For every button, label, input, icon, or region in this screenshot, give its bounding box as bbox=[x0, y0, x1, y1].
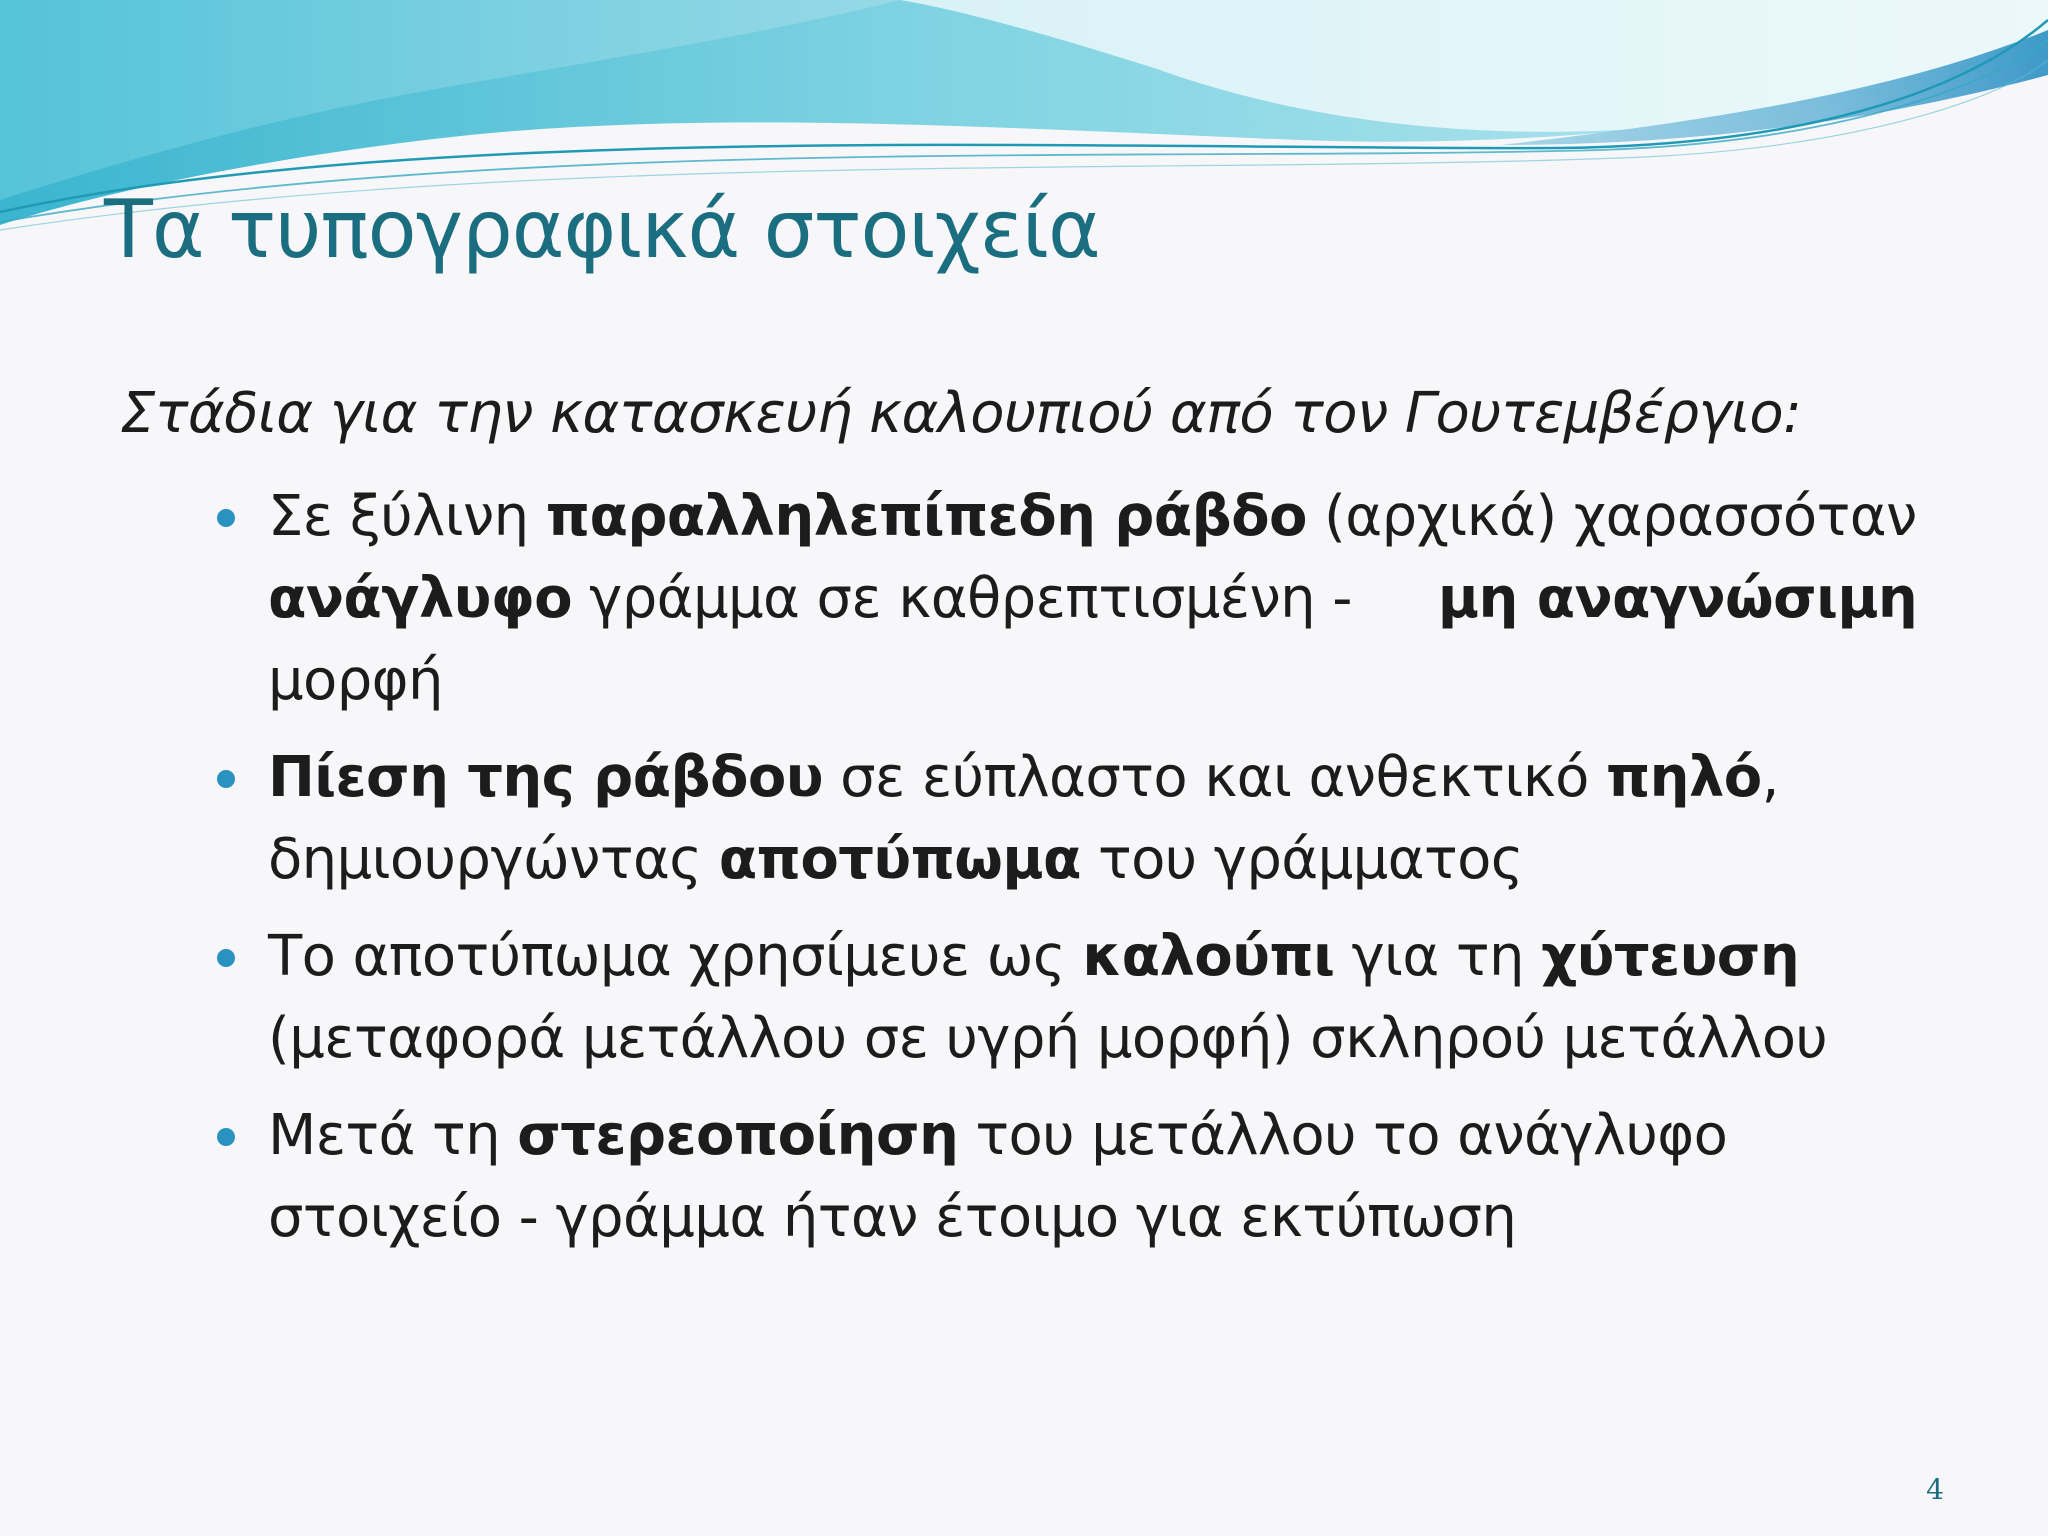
bullet-line bbox=[268, 558, 1920, 640]
bullet-text: Το αποτύπωμα χρησίμευε ως bbox=[268, 924, 1083, 989]
bullet-emphasis: στερεοποίηση bbox=[517, 1103, 959, 1168]
bullet-line: στοιχείο - γράμμα ήταν έτοιμο για εκτύπωση bbox=[268, 1185, 1517, 1250]
bullet-item bbox=[200, 737, 1920, 901]
bullet-item bbox=[200, 1095, 1920, 1259]
bullet-emphasis: ανάγλυφο bbox=[268, 566, 572, 631]
bullet-emphasis: Πίεση της ράβδου bbox=[268, 745, 823, 810]
bullet-text: Μετά τη bbox=[268, 1103, 518, 1168]
bullet-text: Σε ξύλινη bbox=[268, 484, 546, 549]
page-number: 4 bbox=[1926, 1473, 1944, 1506]
bullet-text: γράμμα σε καθρεπτισμένη - bbox=[571, 566, 1352, 631]
bullet-item bbox=[200, 476, 1920, 722]
bullet-text: σε εύπλαστο και ανθεκτικό bbox=[822, 745, 1606, 810]
bullet-line bbox=[268, 916, 1920, 998]
bullet-line: (μεταφορά μετάλλου σε υγρή μορφή) σκληρού μετάλλου bbox=[268, 1006, 1828, 1071]
bullet-text: (αρχικά) χαρασσόταν bbox=[1306, 484, 1917, 549]
bullet-line bbox=[268, 1095, 1920, 1177]
bullet-line: μορφή bbox=[268, 648, 443, 713]
slide-title: Τα τυπογραφικά στοιχεία bbox=[104, 183, 1100, 276]
bullet-text: για τη bbox=[1334, 924, 1542, 989]
bullet-dot-icon bbox=[217, 509, 235, 527]
bullet-dot-icon bbox=[217, 770, 235, 788]
bullet-dot-icon bbox=[217, 1128, 235, 1146]
bullet-text: , bbox=[1761, 745, 1779, 810]
bullet-line bbox=[268, 476, 1920, 558]
bullet-emphasis: μη αναγνώσιμη bbox=[1437, 566, 1918, 631]
bullet-emphasis: πηλό bbox=[1605, 745, 1762, 810]
bullet-line bbox=[268, 819, 1920, 901]
slide-subtitle: Στάδια για την κατασκευή καλουπιού από τον Γουτεμβέργιο: bbox=[120, 381, 1802, 446]
bullet-text: του μετάλλου το ανάγλυφο bbox=[958, 1103, 1728, 1168]
bullet-emphasis: παραλληλεπίπεδη ράβδο bbox=[545, 484, 1307, 549]
bullet-text: δημιουργώντας bbox=[268, 827, 719, 892]
bullet-list bbox=[200, 476, 1920, 1274]
bullet-dot-icon bbox=[217, 949, 235, 967]
bullet-emphasis: αποτύπωμα bbox=[718, 827, 1081, 892]
bullet-text: του γράμματος bbox=[1080, 827, 1524, 892]
bullet-emphasis: καλούπι bbox=[1082, 924, 1335, 989]
bullet-line bbox=[268, 737, 1920, 819]
bullet-item bbox=[200, 916, 1920, 1080]
bullet-emphasis: χύτευση bbox=[1541, 924, 1800, 989]
